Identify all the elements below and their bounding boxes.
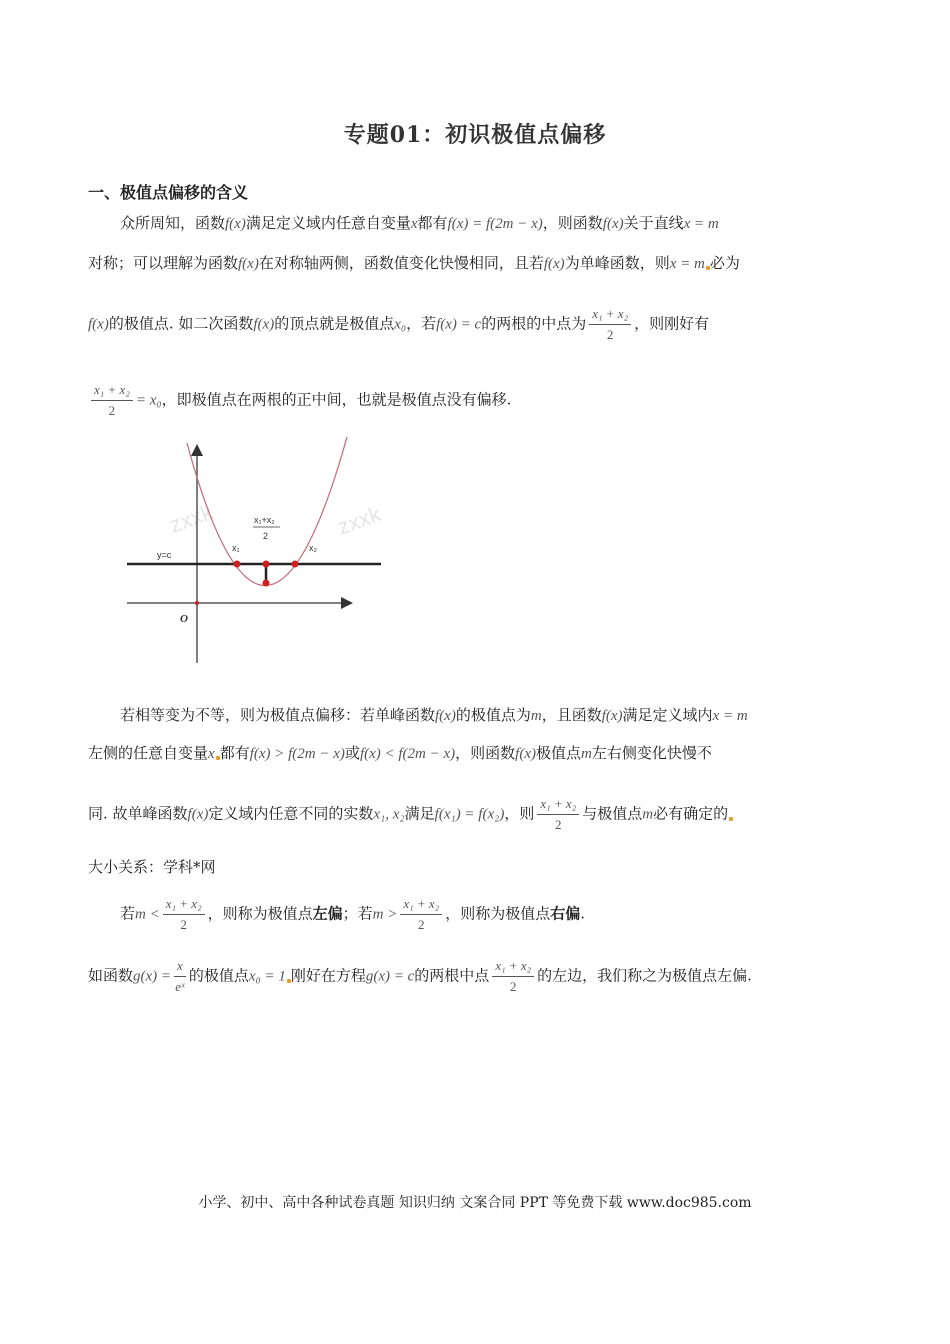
page-title: 专题01：初识极值点偏移 (343, 122, 607, 148)
p1-line3: f(x)的极值点. 如二次函数f(x)的顶点就是极值点x₀，若f(x) = c的两根的中点为 $\frac{\text{x₁ + x₂}}{2}$ ，则刚好有 (88, 306, 710, 342)
p4-line: 如函数g(x) = $\frac{x}{\text{eˣ}}$ 的极值点x₀ = 1 刚好在方程g(x) = c的两根中点 $\frac{\text{x₁ + x₂}}{2}$ 的左边，我们称之为极值点左偏. (88, 958, 752, 994)
point-origin (195, 601, 199, 605)
parabola-graph (125, 435, 387, 665)
watermark-right: zxxk (334, 501, 385, 540)
p2-line1: 若相等变为不等，则为极值点偏移：若单峰函数f(x)的极值点为m，且函数f(x)满足定义域内x = m (120, 706, 748, 724)
label-mid-num: x₁+x₂ (254, 515, 275, 525)
section-heading: 一、极值点偏移的含义 (88, 183, 249, 202)
point-x1 (234, 561, 241, 568)
page-footer: 小学、初中、高中各种试卷真题 知识归纳 文案合同 PPT 等免费下载 www.doc985.com (198, 1195, 752, 1211)
watermark-left: zxxk (166, 499, 217, 538)
midpoint-fraction: $\frac{\text{x₁ + x₂}}{2}$ (589, 306, 631, 343)
point-x2 (292, 561, 299, 568)
p2-line3: 同. 故单峰函数f(x)定义域内任意不同的实数x₁, x₂满足f(x₁) = f(x₂)，则 $\frac{\text{x₁ + x₂}}{2}$ 与极值点m必有确定的 (88, 796, 733, 833)
label-x2: x₂ (309, 543, 317, 553)
p1-line4: $\frac{\text{x₁ + x₂}}{2}$ = x₀，即极值点在两根的正中间，也就是极值点没有偏移. (88, 382, 511, 419)
point-vertex (263, 580, 270, 587)
label-x1: x₁ (232, 543, 240, 553)
p2-line2: 左侧的任意自变量x 都有f(x) > f(2m − x)或f(x) < f(2m − x)，则函数f(x)极值点m左右侧变化快慢不 (88, 744, 712, 762)
label-yc: y=c (157, 550, 172, 560)
label-mid-den: 2 (263, 531, 269, 541)
p3-line: 若m < $\frac{\text{x₁ + x₂}}{2}$ ，则称为极值点左偏；若m > $\frac{\text{x₁ + x₂}}{2}$ ，则称为极值点右偏. (120, 896, 586, 932)
point-midpoint (263, 561, 270, 568)
p2-line4: 大小关系：学科*网 (88, 858, 216, 876)
p1-line1: 众所周知，函数f(x)满足定义域内任意自变量x都有f(x) = f(2m − x)，则函数f(x)关于直线x = m (120, 214, 719, 232)
p1-line2: 对称；可以理解为函数f(x)在对称轴两侧，函数值变化快慢相同，且若f(x)为单峰函数，则x = m 必为 (88, 254, 740, 272)
label-origin: O (180, 613, 188, 625)
